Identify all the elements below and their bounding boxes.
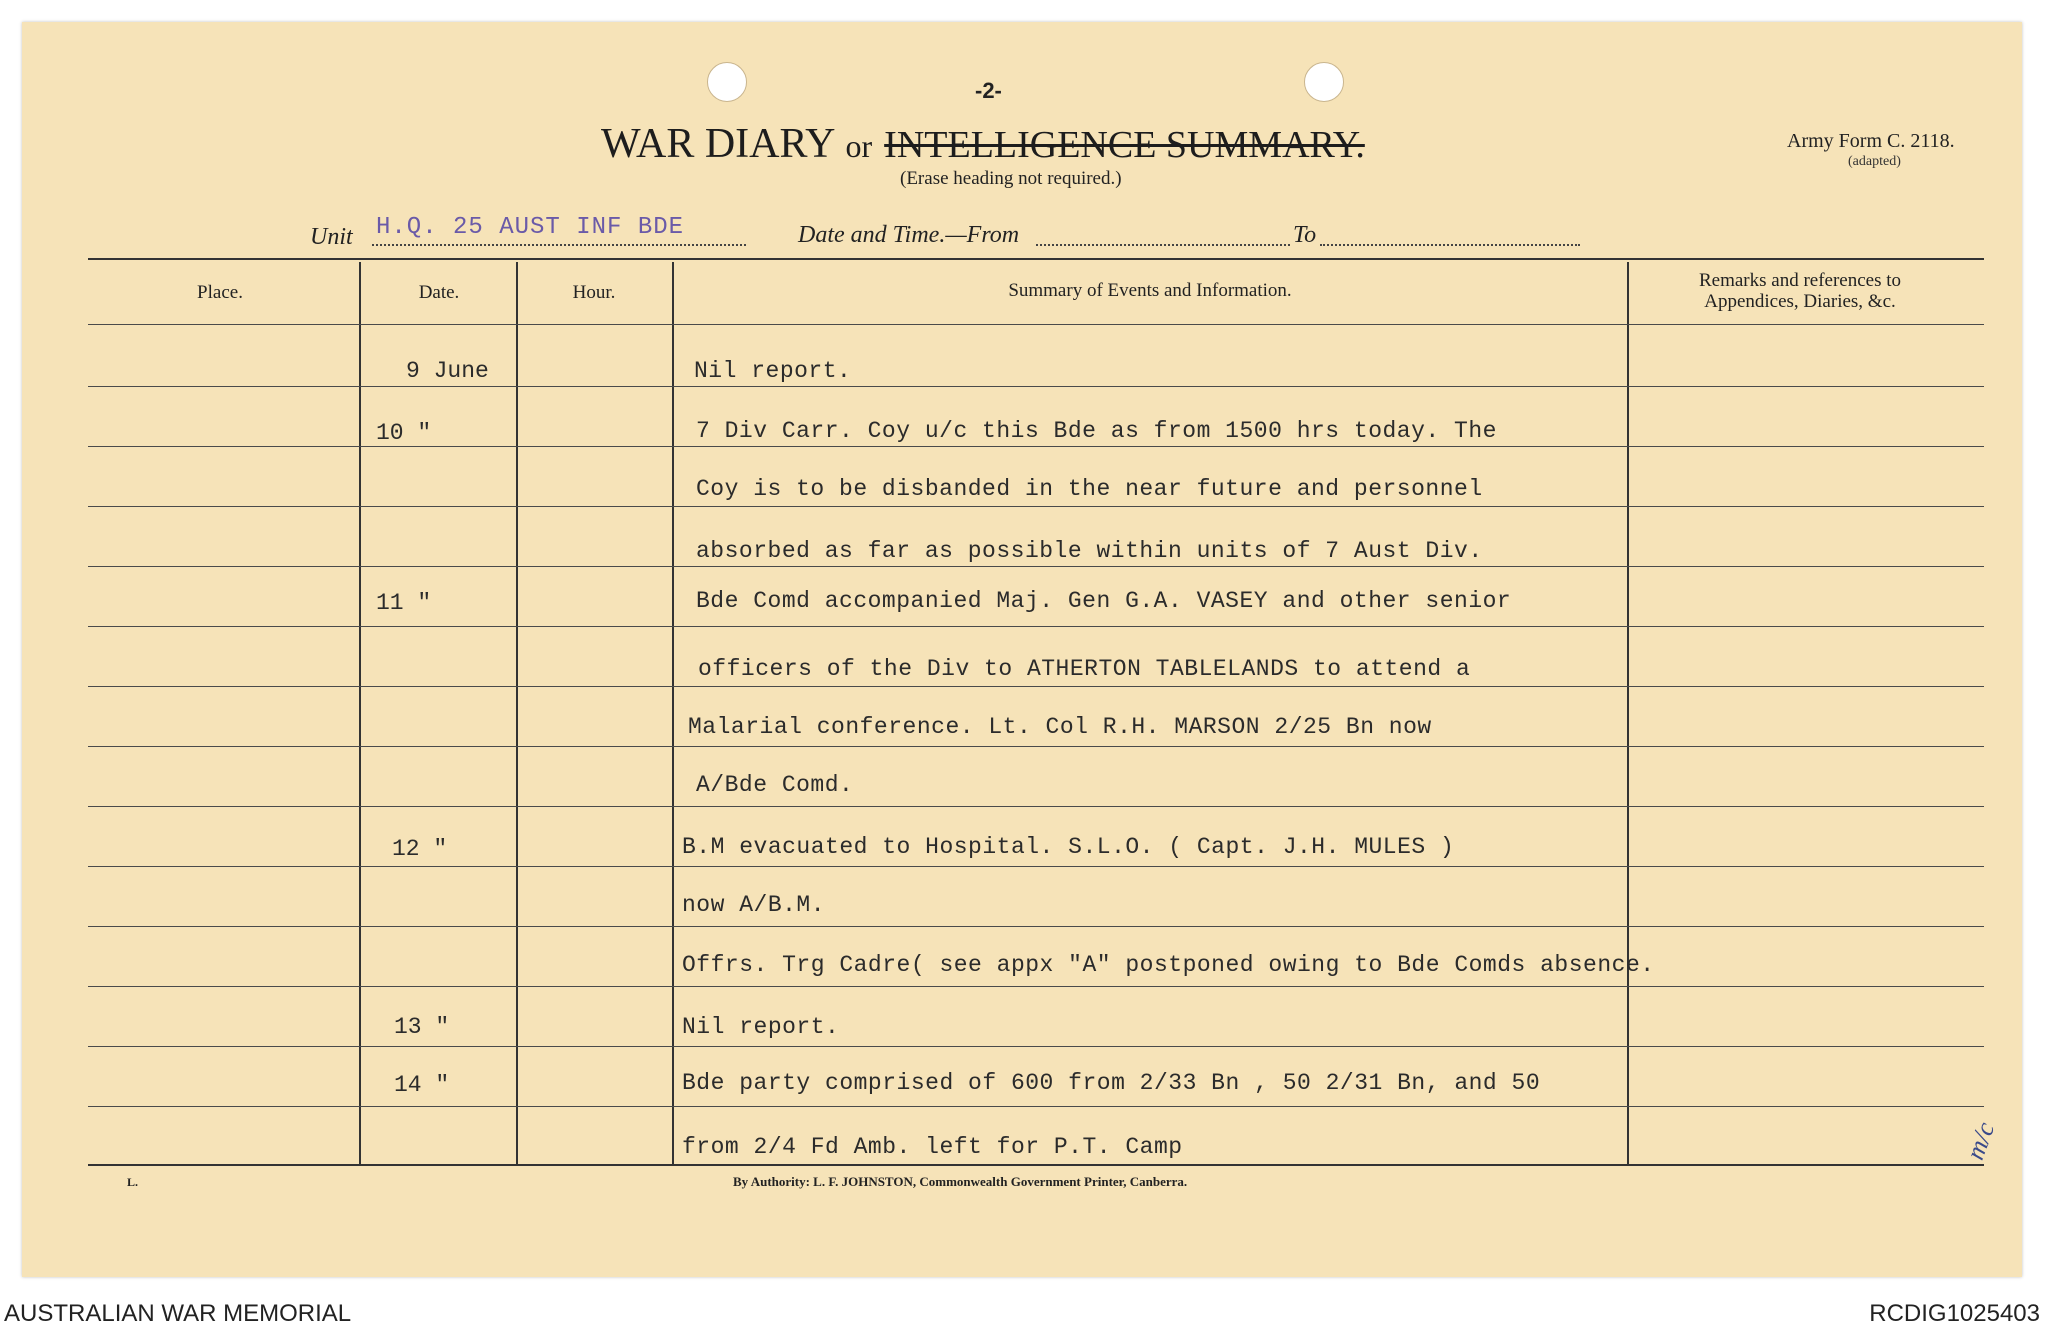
entry-line: absorbed as far as possible within units of 7 Aust Div.: [696, 538, 1483, 564]
col-divider-hour: [672, 262, 674, 1164]
footer-mark: L.: [127, 1175, 139, 1189]
entry-line: Nil report.: [682, 1014, 840, 1040]
ruled-line: [88, 626, 1984, 627]
table-top-rule: [88, 258, 1984, 260]
ruled-line: [88, 506, 1984, 507]
entry-line: from 2/4 Fd Amb. left for P.T. Camp: [682, 1134, 1183, 1160]
date-time-from-label: Date and Time.—From: [798, 222, 1020, 248]
ruled-line: [88, 1046, 1984, 1047]
ruled-line: [88, 446, 1984, 447]
ruled-line: [88, 986, 1984, 987]
col-header-remarks-1: Remarks and references to: [1698, 270, 1902, 291]
ruled-line: [88, 566, 1984, 567]
col-header-hour: Hour.: [572, 282, 616, 303]
ruled-line: [88, 746, 1984, 747]
entry-date: 13 ": [394, 1014, 450, 1040]
archive-id: RCDIG1025403: [1869, 1300, 2040, 1327]
entry-line: officers of the Div to ATHERTON TABLELANDS to attend a: [698, 656, 1471, 682]
col-header-remarks-2: Appendices, Diaries, &c.: [1704, 291, 1896, 312]
archive-label: AUSTRALIAN WAR MEMORIAL: [4, 1300, 352, 1327]
col-divider-place: [359, 262, 361, 1164]
entry-date: 12 ": [392, 836, 448, 862]
entry-line: Coy is to be disbanded in the near future and personnel: [696, 476, 1483, 502]
date-time-to-label: To: [1293, 222, 1317, 248]
unit-dotted-line: [372, 244, 746, 246]
printer-authority: By Authority: L. F. JOHNSTON, Commonwealth Government Printer, Canberra.: [733, 1174, 1188, 1189]
entry-line: Bde Comd accompanied Maj. Gen G.A. VASEY and other senior: [696, 588, 1512, 614]
form-adapted: (adapted): [1848, 154, 1901, 169]
ruled-line: [88, 806, 1984, 807]
header-rule: [88, 324, 1984, 325]
ruled-line: [88, 686, 1984, 687]
entry-line: Nil report.: [694, 358, 852, 384]
title-or: or: [845, 128, 873, 164]
col-header-summary: Summary of Events and Information.: [1008, 280, 1292, 301]
title-struck: INTELLIGENCE SUMMARY.: [884, 124, 1365, 166]
entry-line: B.M evacuated to Hospital. S.L.O. ( Capt. J.H. MULES ): [682, 834, 1455, 860]
ruled-line: [88, 1106, 1984, 1107]
entry-line: now A/B.M.: [682, 892, 826, 918]
from-dotted-line: [1036, 244, 1290, 246]
entry-line: A/Bde Comd.: [696, 772, 854, 798]
to-dotted-line: [1320, 244, 1580, 246]
table-bottom-rule: [88, 1164, 1984, 1166]
erase-note: (Erase heading not required.): [900, 168, 1122, 189]
page-number: -2-: [975, 78, 1002, 103]
entry-line: Malarial conference. Lt. Col R.H. MARSON 2/25 Bn now: [688, 714, 1432, 740]
col-divider-date: [516, 262, 518, 1164]
title-war-diary: WAR DIARY: [601, 121, 836, 167]
col-header-date: Date.: [418, 282, 460, 303]
form-reference: Army Form C. 2118.: [1787, 130, 1955, 152]
page-title: [601, 120, 1365, 168]
punch-hole-right: [1304, 62, 1344, 102]
entry-date: 14 ": [394, 1072, 450, 1098]
entry-line: Bde party comprised of 600 from 2/33 Bn , 50 2/31 Bn, and 50: [682, 1070, 1541, 1096]
entry-date: 9 June: [406, 358, 489, 384]
col-header-place: Place.: [197, 282, 243, 303]
ruled-line: [88, 926, 1984, 927]
unit-value: H.Q. 25 AUST INF BDE: [376, 214, 685, 241]
punch-hole-left: [707, 62, 747, 102]
ruled-line: [88, 866, 1984, 867]
entry-date: 11 ": [376, 590, 432, 616]
handwritten-initials: m/c: [1960, 1118, 2001, 1164]
col-divider-summary: [1627, 262, 1629, 1164]
ruled-line: [88, 386, 1984, 387]
unit-label: Unit: [310, 224, 353, 250]
entry-line: 7 Div Carr. Coy u/c this Bde as from 1500 hrs today. The: [696, 418, 1497, 444]
entry-line: Offrs. Trg Cadre( see appx "A" postponed owing to Bde Comds absence.: [682, 952, 1655, 978]
entry-date: 10 ": [376, 420, 432, 446]
